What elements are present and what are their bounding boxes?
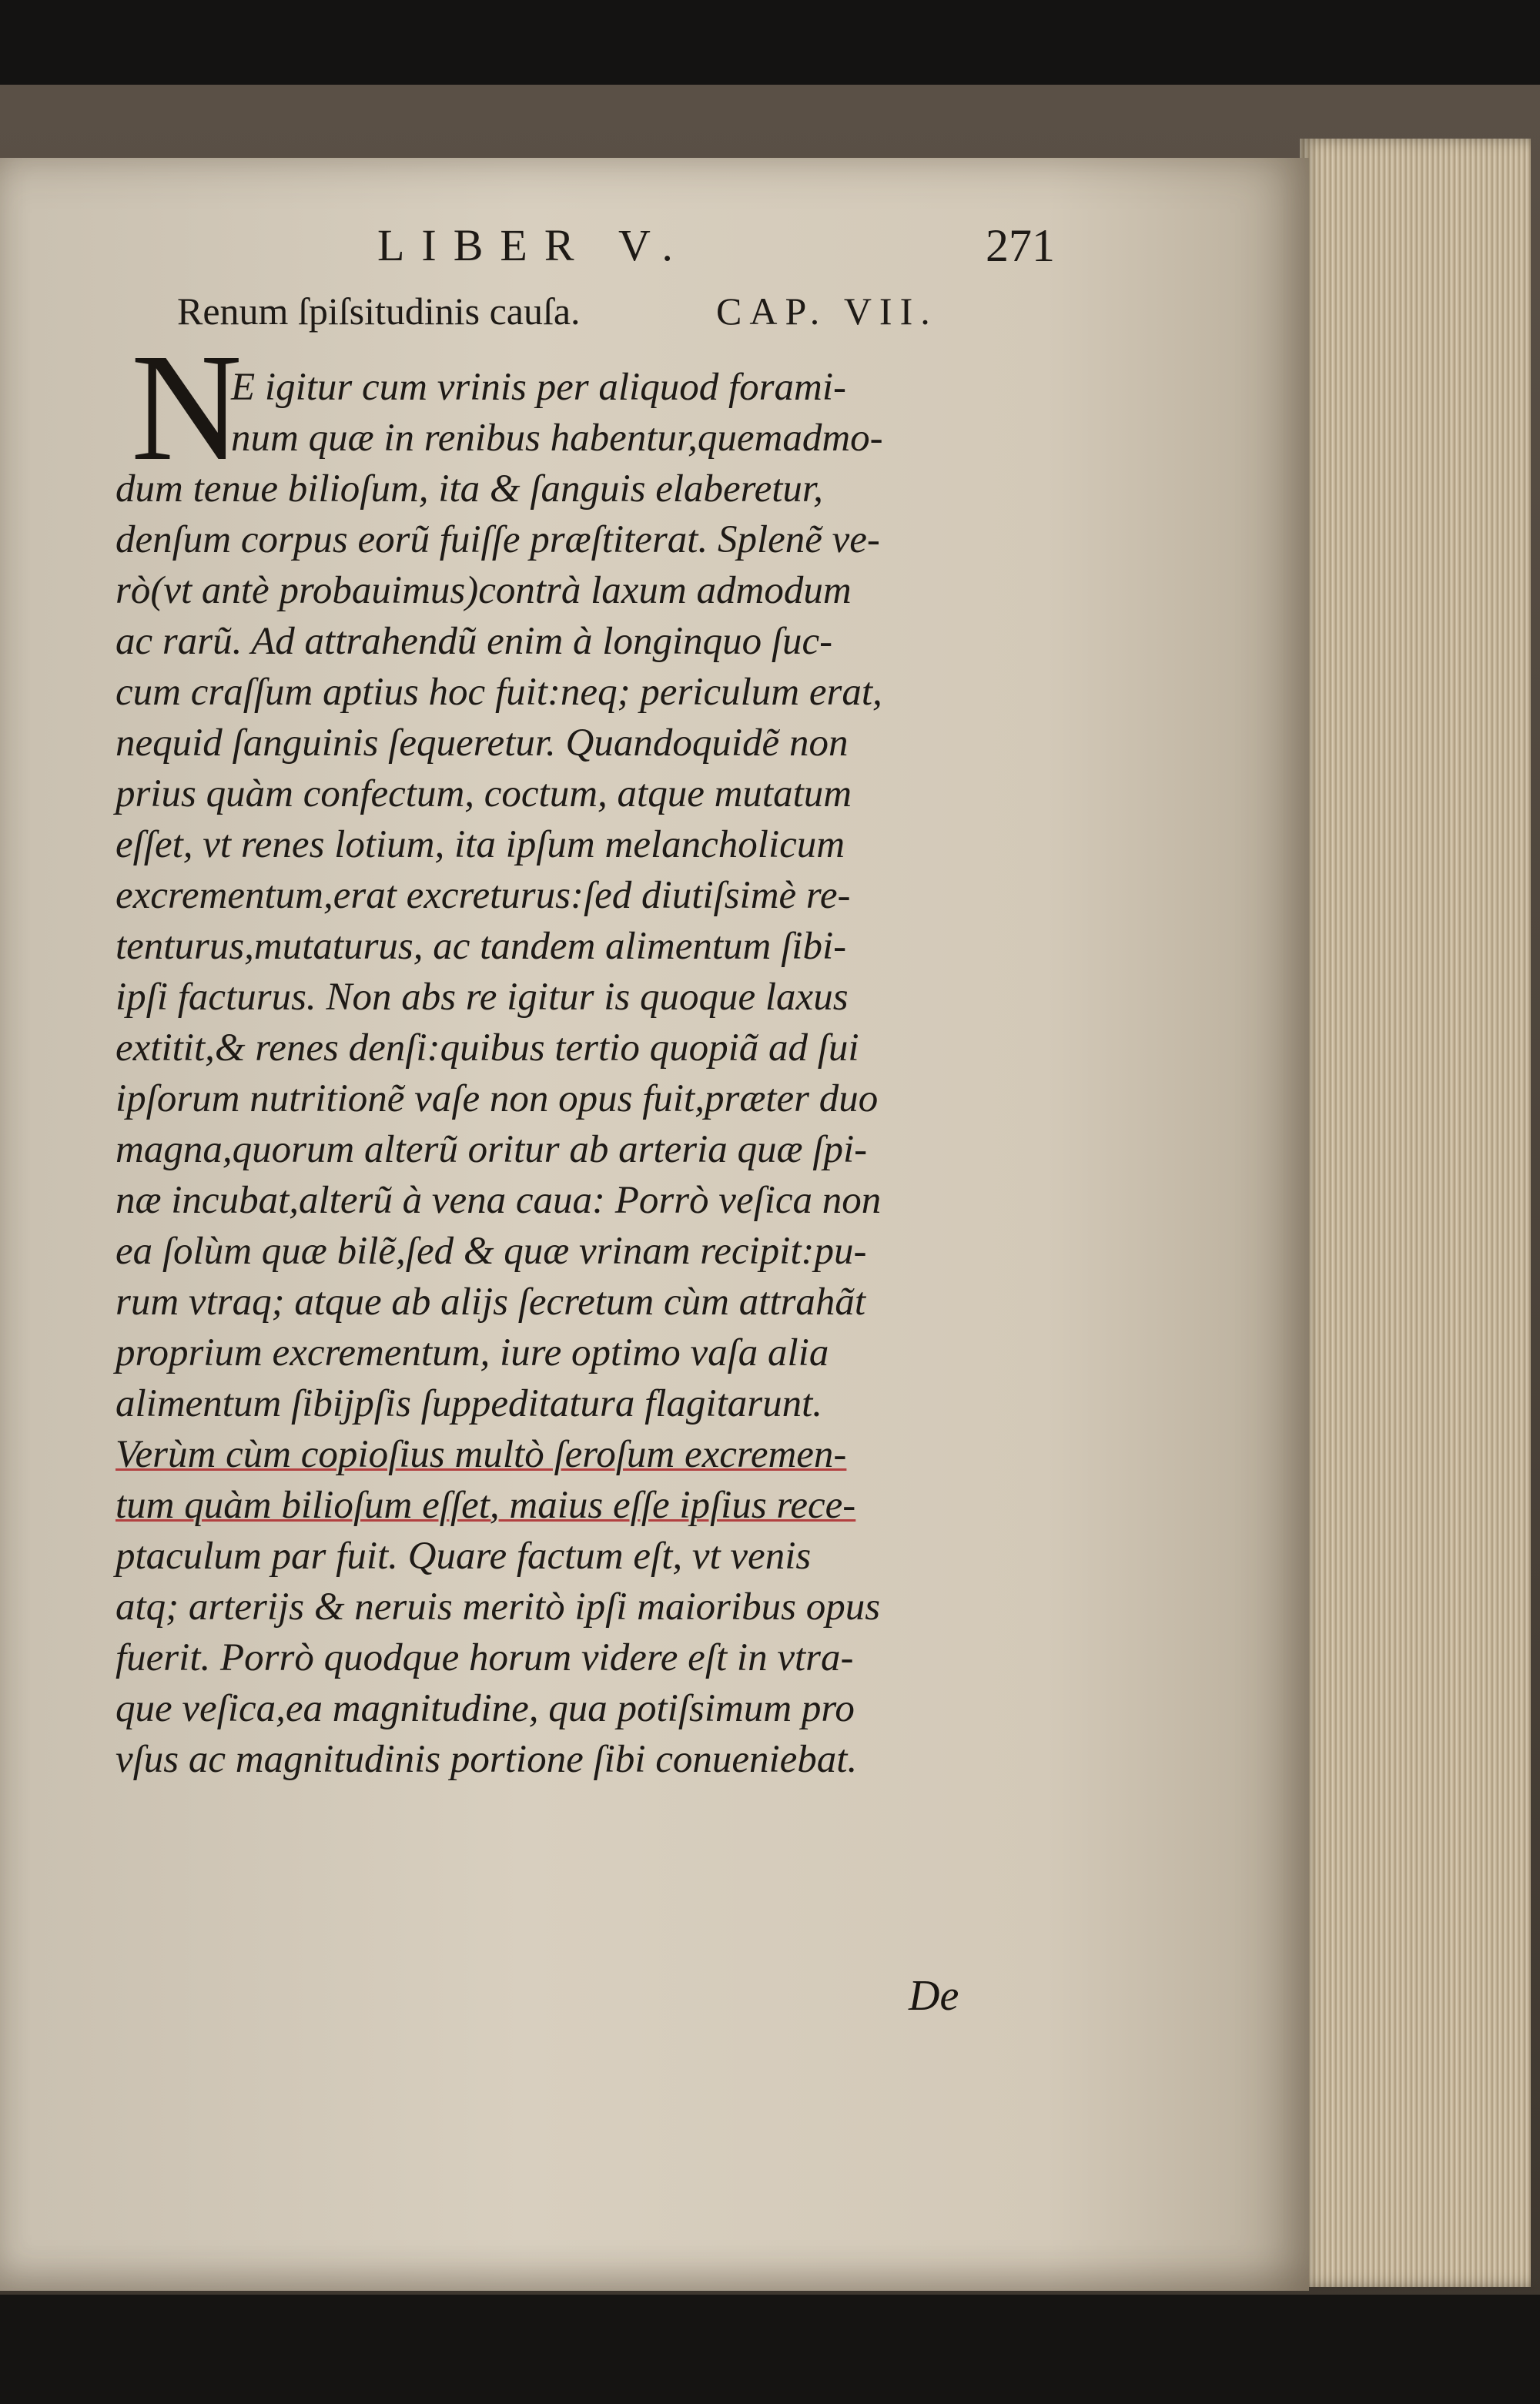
- chapter-number: CAP. VII.: [716, 290, 938, 333]
- text-line: prius quàm confectum, coctum, atque mutatum: [116, 772, 852, 815]
- text-line: magna,quorum alterũ oritur ab arteria quæ ſpi-: [116, 1128, 868, 1171]
- text-line: alimentum ſibijpſis ſuppeditatura flagitarunt.: [116, 1382, 823, 1425]
- section-heading: [177, 289, 1024, 333]
- text-line: Verùm cùm copioſius multò ſeroſum excremen-: [116, 1433, 847, 1476]
- text-line: tum quàm bilioſum eſſet, maius eſſe ipſius rece-: [116, 1484, 856, 1527]
- body-text: [116, 362, 1009, 1785]
- text-line: ipſorum nutritionẽ vaſe non opus fuit,præter duo: [116, 1077, 879, 1120]
- background-top: [0, 0, 1540, 92]
- text-line: num quæ in renibus habentur,quemadmo-: [231, 417, 883, 460]
- text-line: ipſi facturus. Non abs re igitur is quoque laxus: [116, 976, 849, 1019]
- page-edges: [1300, 139, 1531, 2287]
- text-line: atq; arterijs & neruis meritò ipſi maioribus opus: [116, 1585, 881, 1629]
- text-line: rò(vt antè probauimus)contrà laxum admodum: [116, 569, 852, 612]
- text-line: proprium excrementum, iure optimo vaſa alia: [116, 1331, 829, 1374]
- text-line: næ incubat,alterũ à vena caua: Porrò veſica non: [116, 1179, 882, 1222]
- text-line: extitit,& renes denſi:quibus tertio quopiã ad ſui: [116, 1026, 859, 1070]
- text-line: ea ſolùm quæ bilẽ,ſed & quæ vrinam recipit:pu-: [116, 1230, 867, 1273]
- text-line: vſus ac magnitudinis portione ſibi conueniebat.: [116, 1738, 858, 1781]
- text-line: dum tenue bilioſum, ita & ſanguis elaberetur,: [116, 467, 823, 511]
- text-line: rum vtraq; atque ab alijs ſecretum cùm attrahãt: [116, 1281, 866, 1324]
- text-line: denſum corpus eorũ fuiſſe præſtiterat. Splenẽ ve-: [116, 518, 880, 561]
- catchword: De: [909, 1972, 959, 2020]
- text-line: E igitur cum vrinis per aliquod forami-: [231, 366, 846, 409]
- text-line: tenturus,mutaturus, ac tandem alimentum ſibi-: [116, 925, 847, 968]
- page-header: [377, 219, 1070, 281]
- drop-capital: N: [131, 323, 243, 493]
- background-bottom: [0, 2295, 1540, 2404]
- page-number: 271: [986, 220, 1055, 271]
- running-head: LIBER V.: [377, 220, 690, 270]
- section-title: Renum ſpiſsitudinis cauſa.: [177, 290, 581, 333]
- text-line: excrementum,erat excreturus:ſed diutiſsimè re-: [116, 874, 851, 917]
- text-line: ac rarũ. Ad attrahendũ enim à longinquo ſuc-: [116, 620, 833, 663]
- text-line: fuerit. Porrò quodque horum videre eſt in vtra-: [116, 1636, 854, 1679]
- text-line: ptaculum par fuit. Quare factum eſt, vt venis: [116, 1535, 812, 1578]
- text-line: cum craſſum aptius hoc fuit:neq; periculum erat,: [116, 671, 882, 714]
- text-line: que veſica,ea magnitudine, qua potiſsimum pro: [116, 1687, 855, 1730]
- text-line: eſſet, vt renes lotium, ita ipſum melancholicum: [116, 823, 845, 866]
- text-line: nequid ſanguinis ſequeretur. Quandoquidẽ non: [116, 722, 849, 765]
